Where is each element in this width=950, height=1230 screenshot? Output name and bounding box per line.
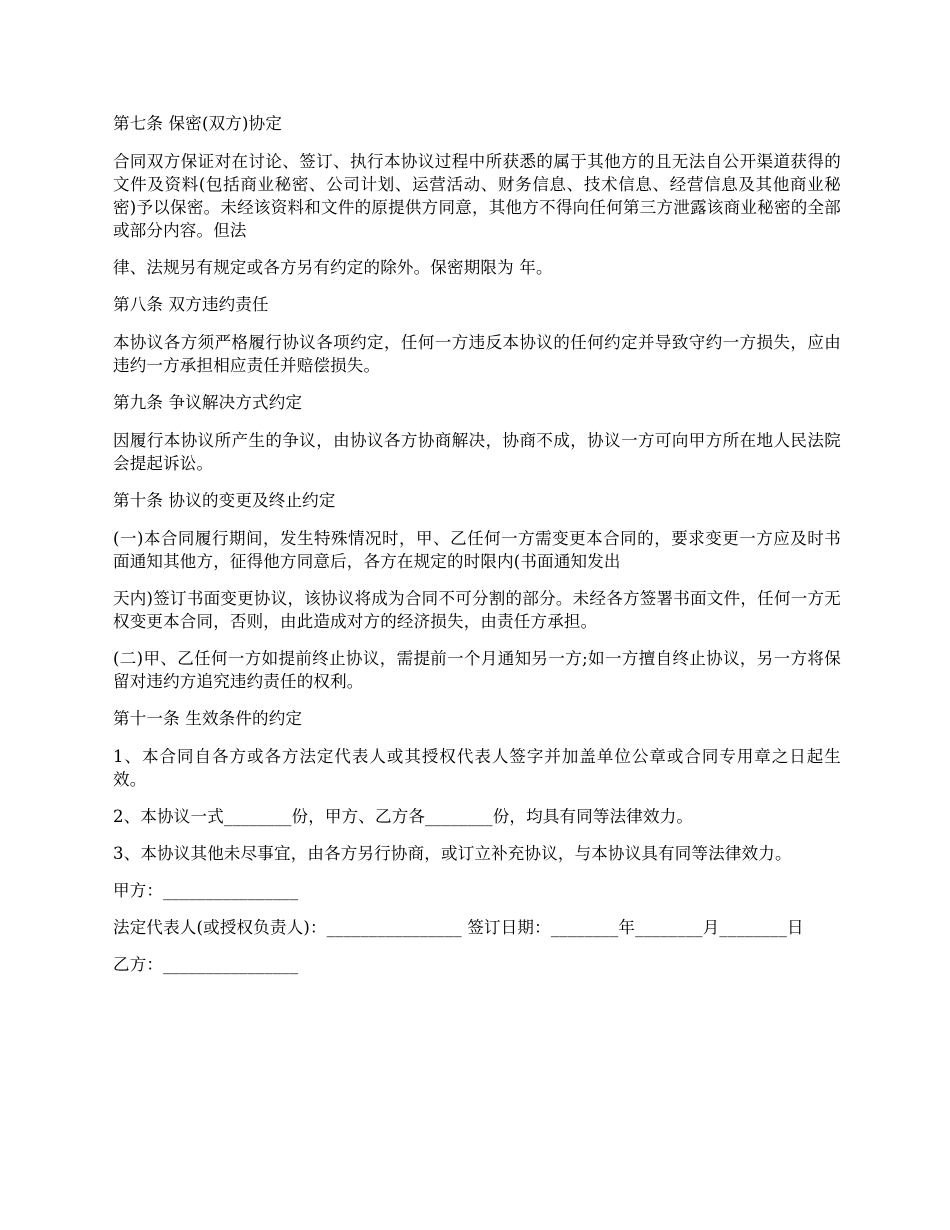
- party-b-signature-line: 乙方：________________: [113, 955, 299, 974]
- article-9-body: 因履行本协议所产生的争议，由协议各方协商解决，协商不成，协议一方可向甲方所在地人民法院会提起诉讼。: [113, 431, 841, 473]
- representative-and-date-line: 法定代表人(或授权负责人)：________________ 签订日期：________年________月________日: [113, 918, 804, 937]
- article-7-body-continued: 律、法规另有规定或各方另有约定的除外。保密期限为 年。: [113, 258, 553, 277]
- article-8-body: 本协议各方须严格履行协议各项约定，任何一方违反本协议的任何约定并导致守约一方损失，应由违约一方承担相应责任并赔偿损失。: [113, 333, 841, 375]
- article-10-heading: 第十条 协议的变更及终止约定: [113, 491, 336, 510]
- article-10-clause-1-continued: 天内)签订书面变更协议，该协议将成为合同不可分割的部分。未经各方签署书面文件，任何一方无权变更本合同，否则，由此造成对方的经济损失，由责任方承担。: [113, 589, 841, 631]
- article-8-heading: 第八条 双方违约责任: [113, 295, 269, 314]
- article-7-body: 合同双方保证对在讨论、签订、执行本协议过程中所获悉的属于其他方的且无法自公开渠道获得的文件及资料(包括商业秘密、公司计划、运营活动、财务信息、技术信息、经营信息及其他商业秘密)予以保密。未经该资料和文件的原提供方同意，其他方不得向任何第三方泄露该商业秘密的全部或部分内容。但法: [113, 152, 841, 240]
- article-11-item-1: 1、本合同自各方或各方法定代表人或其授权代表人签字并加盖单位公章或合同专用章之日起生效。: [113, 747, 841, 789]
- article-7-heading: 第七条 保密(双方)协定: [113, 114, 283, 133]
- article-10-clause-1: (一)本合同履行期间，发生特殊情况时，甲、乙任何一方需变更本合同的，要求变更一方应及时书面通知其他方，征得他方同意后，各方在规定的时限内(书面通知发出: [113, 529, 841, 571]
- document-page: [113, 112, 841, 990]
- article-11-heading: 第十一条 生效条件的约定: [113, 709, 303, 728]
- party-a-signature-line: 甲方：________________: [113, 881, 299, 900]
- article-11-item-3: 3、本协议其他未尽事宜，由各方另行协商，或订立补充协议，与本协议具有同等法律效力。: [113, 844, 792, 863]
- article-10-clause-2: (二)甲、乙任何一方如提前终止协议，需提前一个月通知另一方;如一方擅自终止协议，另一方将保留对违约方追究违约责任的权利。: [113, 649, 841, 691]
- article-11-item-2: 2、本协议一式________份，甲方、乙方各________份，均具有同等法律效力。: [113, 807, 694, 826]
- article-9-heading: 第九条 争议解决方式约定: [113, 393, 303, 412]
